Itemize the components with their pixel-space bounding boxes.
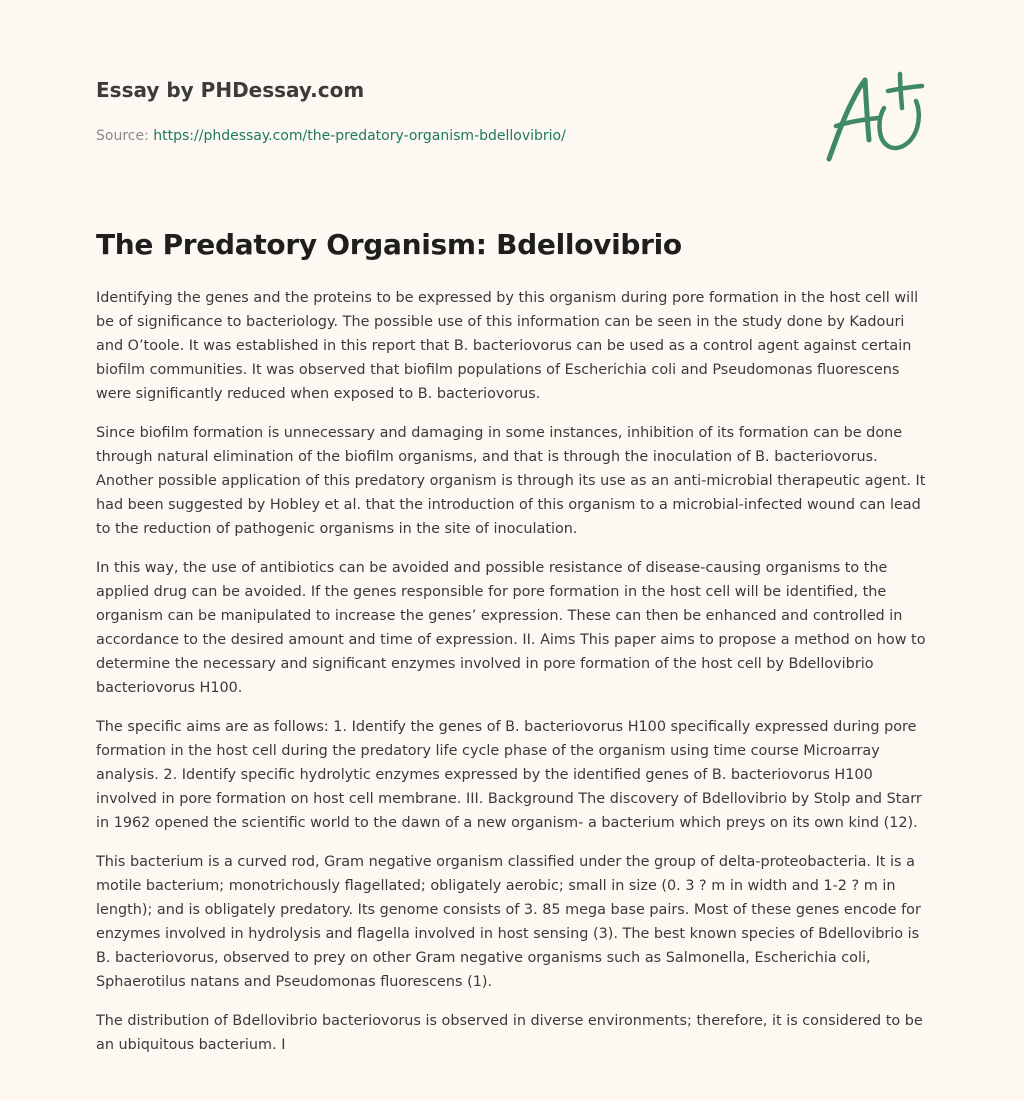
site-title: Essay by PHDessay.com (96, 78, 365, 102)
source-line (96, 126, 796, 146)
source-label: Source: (96, 128, 154, 144)
paragraph: This bacterium is a curved rod, Gram negative organism classified under the group of delta-proteobacteria. It is a motile bacterium; monotrichously flagellated; obligately aerobic; small in size (0. 3 ? m in width and 1-2 ? m in length); and is obligately predatory. Its genome consists of 3. 85 mega base pairs. Most of these genes encode for enzymes involved in hydrolysis and flagella involved in host sensing (3). The best known species of Bdellovibrio is B. bacteriovorus, observed to prey on other Gram negative organisms such as Salmonella, Escherichia coli, Sphaerotilus natans and Pseudomonas fluorescens (1). (96, 854, 921, 990)
page-header (96, 76, 796, 146)
a-plus-logo-icon (822, 68, 928, 166)
essay-title: The Predatory Organism: Bdellovibrio (96, 228, 682, 261)
paragraph: Identifying the genes and the proteins to be expressed by this organism during pore formation in the host cell will be of significance to bacteriology. The possible use of this information can be seen in the study done by Kadouri and O’toole. It was established in this report that B. bacteriovorus can be used as a control agent against certain biofilm communities. It was observed that biofilm populations of Escherichia coli and Pseudomonas fluorescens were significantly reduced when exposed to B. bacteriovorus. (96, 290, 919, 402)
paragraph: In this way, the use of antibiotics can be avoided and possible resistance of disease-causing organisms to the applied drug can be avoided. If the genes responsible for pore formation in the host cell will be identified, the organism can be manipulated to increase the genes’ expression. These can then be enhanced and controlled in accordance to the desired amount and time of expression. II. Aims This paper aims to propose a method on how to determine the necessary and significant enzymes involved in pore formation of the host cell by Bdellovibrio bacteriovorus H100. (96, 560, 926, 696)
paragraph: The specific aims are as follows: 1. Identify the genes of B. bacteriovorus H100 specifically expressed during pore formation in the host cell during the predatory life cycle phase of the organism using time course Microarray analysis. 2. Identify specific hydrolytic enzymes expressed by the identified genes of B. bacteriovorus H100 involved in pore formation on host cell membrane. III. Background The discovery of Bdellovibrio by Stolp and Starr in 1962 opened the scientific world to the dawn of a new organism- a bacterium which preys on its own kind (12). (96, 719, 922, 831)
essay-body (96, 286, 932, 1072)
paragraph: Since biofilm formation is unnecessary and damaging in some instances, inhibition of its formation can be done through natural elimination of the biofilm organisms, and that is through the inoculation of B. bacteriovorus. Another possible application of this predatory organism is through its use as an anti-microbial therapeutic agent. It had been suggested by Hobley et al. that the introduction of this organism to a microbial-infected wound can lead to the reduction of pathogenic organisms in the site of inoculation. (96, 425, 926, 537)
source-link[interactable]: https://phdessay.com/the-predatory-organism-bdellovibrio/ (153, 128, 566, 144)
paragraph: The distribution of Bdellovibrio bacteriovorus is observed in diverse environments; therefore, it is considered to be an ubiquitous bacterium. I (96, 1013, 923, 1053)
